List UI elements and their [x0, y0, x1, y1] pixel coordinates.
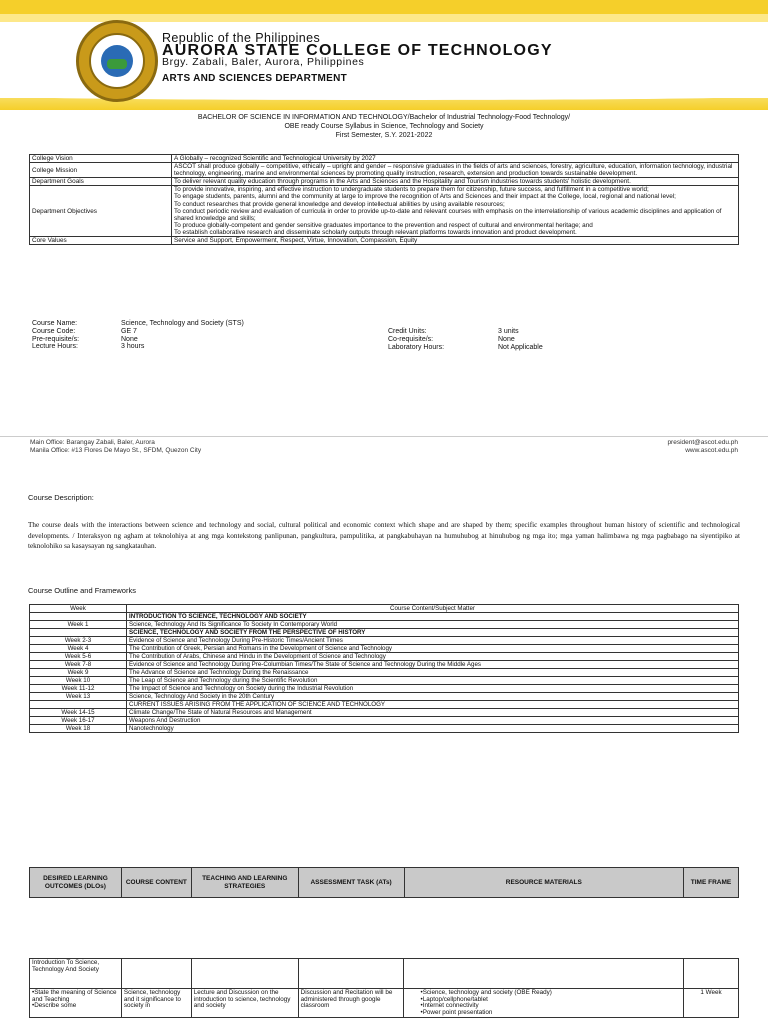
outline-content: The Contribution of Arabs, Chinese and Hindu in the Development of Science and Technology [127, 653, 739, 661]
core-values-label: Core Values [30, 237, 172, 245]
outline-week-header: Week [30, 605, 127, 613]
objective-item: To provide innovative, inspiring, and effective instruction to undergraduate students to prepare them for citizenship, future success, and fulfillment in a competitive world; [174, 186, 649, 194]
coreq-value: None [498, 335, 515, 343]
outline-heading: Course Outline and Frameworks [28, 586, 136, 595]
objective-item: To conduct periodic review and evaluation of curricula in order to provide up-to-date and relevant courses with emphasis on the interrelationship of various academic disciplines and application of shared knowledge and skills; [174, 207, 722, 222]
outline-week: Week 13 [30, 693, 127, 701]
outline-week: Week 11-12 [30, 685, 127, 693]
vision-label: College Vision [30, 155, 172, 163]
outline-week: Week 18 [30, 725, 127, 733]
outline-week: Week 1 [30, 621, 127, 629]
outline-content: Evidence of Science and Technology During Pre-Historic Times/Ancient Times [127, 637, 739, 645]
empty-cell [298, 959, 404, 989]
mission-label: College Mission [30, 163, 172, 178]
dlo-course-content: Science, technology and it significance to society in [121, 989, 191, 1018]
objectives-list [172, 186, 739, 237]
outline-content: The Advance of Science and Technology During the Renaissance [127, 669, 739, 677]
dlo-content-table [29, 958, 739, 1018]
syllabus-title-line-3: First Semester, S.Y. 2021-2022 [335, 132, 433, 139]
outline-content: Weapons And Destruction [127, 717, 739, 725]
objective-item: To establish collaborative research and disseminate scholarly outputs through relevant platforms towards innovation and product development. [174, 228, 577, 236]
resource-item: • Internet connectivity [420, 1003, 681, 1010]
empty-cell [404, 959, 684, 989]
republic-line: Republic of the Philippines [162, 31, 321, 45]
prereq-value: None [121, 335, 138, 343]
lab-hours-value: Not Applicable [498, 343, 543, 351]
college-seal-icon [76, 20, 158, 102]
lab-hours-label: Laboratory Hours: [388, 343, 445, 351]
course-outline-table [29, 604, 739, 733]
outline-content: INTRODUCTION TO SCIENCE, TECHNOLOGY AND SOCIETY [127, 613, 739, 621]
outline-week: Week 4 [30, 645, 127, 653]
vision-text: A Globally – recognized Scientific and Technological University by 2027 [172, 155, 739, 163]
main-office: Main Office: Barangay Zabali, Baler, Aurora [30, 439, 155, 446]
resource-item: • Power point presentation [420, 1010, 681, 1017]
syllabus-title-line-1: BACHELOR OF SCIENCE IN INFORMATION AND TECHNOLOGY/Bachelor of Industrial Technology-Food Technology/ [197, 114, 571, 121]
course-info-right [388, 328, 543, 351]
assessment-header: ASSESSMENT TASK (ATs) [298, 868, 404, 898]
objective-item: To engage students, parents, alumni and the community at large to improve the recognition of Arts and Sciences and their impact at the College, local, regional and national level; [174, 193, 676, 201]
college-name: AURORA STATE COLLEGE OF TECHNOLOGY [162, 42, 553, 59]
time-frame-header: TIME FRAME [684, 868, 739, 898]
course-code-label: Course Code: [32, 327, 76, 335]
outline-week: Week 7-8 [30, 661, 127, 669]
outline-week: Week 5-6 [30, 653, 127, 661]
dlo-item: • Describe some [32, 1003, 119, 1010]
dlo-tls: Lecture and Discussion on the introduction to science, technology and society [191, 989, 298, 1018]
outline-week [30, 629, 127, 637]
objectives-label: Department Objectives [30, 186, 172, 237]
outline-content: Climate Change/The State of Natural Resources and Management [127, 709, 739, 717]
course-name-label: Course Name: [32, 320, 78, 327]
outline-week: Week 10 [30, 677, 127, 685]
outline-content: The Contribution of Greek, Persian and Romans in the Development of Science and Technology [127, 645, 739, 653]
lecture-hours-value: 3 hours [121, 343, 145, 351]
coreq-label: Co-requisite/s: [388, 335, 434, 343]
description-text: The course deals with the interactions between science and technology and social, cultural political and economic context which shape and are shaped by them; specific examples throughout human history of scientific and technological developments. / Interaksyon ng agham at teknolohiya at ang mga kontekstong panlipunan, pangkultura, pampulitika, at pangkabuhayan na humuhubog at hinuhubog ng mga ito; mga yaman halimbawa ng mga pagbabago na siyentipiko at teknolohiko sa kasaysayan ng sangkatauhan. [28, 521, 740, 550]
tls-header: TEACHING AND LEARNING STRATEGIES [191, 868, 298, 898]
outline-content: The Leap of Science and Technology during the Scientific Revolution [127, 677, 739, 685]
dlo-time-frame: 1 Week [684, 989, 739, 1018]
outline-week [30, 613, 127, 621]
course-code: GE 7 [121, 327, 137, 335]
resource-materials-header: RESOURCE MATERIALS [404, 868, 683, 898]
outline-content: Nanotechnology [127, 725, 739, 733]
course-info-left [32, 320, 244, 351]
objective-item: To produce globally-competent and gender sensitive graduates importance to the prevention and respect of cultural and environmental heritage; and [174, 221, 593, 229]
outline-week: Week 16-17 [30, 717, 127, 725]
outline-week: Week 9 [30, 669, 127, 677]
dlo-topic: Introduction To Science, Technology And Society [30, 959, 122, 989]
objective-item: To conduct researches that provide general knowledge and develop intellectual abilities by using available resources; [174, 200, 505, 208]
empty-cell [684, 959, 739, 989]
dlo-items [30, 989, 122, 1018]
empty-cell [121, 959, 191, 989]
outline-week: Week 14-15 [30, 709, 127, 717]
outline-content: Science, Technology And Society in the 20th Century [127, 693, 739, 701]
outline-content: Science, Technology And Its Significance To Society In Contemporary World [127, 621, 739, 629]
outline-content: SCIENCE, TECHNOLOGY AND SOCIETY FROM THE PERSPECTIVE OF HISTORY [127, 629, 739, 637]
goals-text: To deliver relevant quality education through programs in the Arts and Sciences and the Hospitality and Tourism industries towards students' holistic development. [172, 178, 739, 186]
footer-website: www.ascot.edu.ph [685, 447, 738, 454]
dlo-item: • State the meaning of Science and Teaching [32, 990, 119, 1003]
credit-units-label: Credit Units: [388, 328, 427, 335]
outline-content: CURRENT ISSUES ARISING FROM THE APPLICATION OF SCIENCE AND TECHNOLOGY [127, 701, 739, 709]
description-heading: Course Description: [28, 493, 94, 502]
course-content-header: COURSE CONTENT [121, 868, 191, 898]
syllabus-title-line-2: OBE ready Course Syllabus in Science, Technology and Society [284, 123, 484, 130]
core-values-text: Service and Support, Empowerment, Respect, Virtue, Innovation, Compassion, Equity [172, 237, 739, 245]
dlo-header: DESIRED LEARNING OUTCOMES (DLOs) [30, 868, 122, 898]
outline-week: Week 2-3 [30, 637, 127, 645]
outline-content: The Impact of Science and Technology on Society during the Industrial Revolution [127, 685, 739, 693]
footer-email: president@ascot.edu.ph [667, 439, 738, 446]
department-name: ARTS AND SCIENCES DEPARTMENT [162, 73, 348, 84]
resource-item: • Laptop/cellphone/tablet [420, 997, 681, 1004]
course-name: Science, Technology and Society (STS) [121, 320, 244, 327]
manila-office: Manila Office: #13 Flores De Mayo St., SFDM, Quezon City [30, 447, 202, 454]
credit-units-value: 3 units [498, 328, 519, 335]
prereq-label: Pre-requisite/s: [32, 335, 80, 343]
mission-text: ASCOT shall produce globally – competitive, ethically – upright and gender – responsive graduates in the fields of arts and sciences, forestry, agriculture, education, information technology, industrial technology, engineering, marine and environmental sciences by promoting quality instruction, research, extension and production towards sustainable development. [172, 163, 739, 178]
dlo-header-table [29, 867, 739, 898]
outline-week [30, 701, 127, 709]
dlo-resources [404, 989, 684, 1018]
footer-offices [30, 439, 201, 455]
vision-mission-table [29, 154, 739, 245]
lecture-hours-label: Lecture Hours: [32, 343, 78, 351]
college-address: Brgy. Zabali, Baler, Aurora, Philippines [162, 56, 365, 68]
outline-content: Evidence of Science and Technology During Pre-Columbian Times/The State of Science and Technology During the Middle Ages [127, 661, 739, 669]
footer-contacts [667, 439, 738, 455]
dlo-assessment: Discussion and Recitation will be administered through google classroom [298, 989, 404, 1018]
resource-item: • Science, technology and society (OBE Ready) [420, 990, 681, 997]
goals-label: Department Goals [30, 178, 172, 186]
footer-divider [0, 436, 768, 437]
empty-cell [191, 959, 298, 989]
outline-content-header: Course Content/Subject Matter [127, 605, 739, 613]
